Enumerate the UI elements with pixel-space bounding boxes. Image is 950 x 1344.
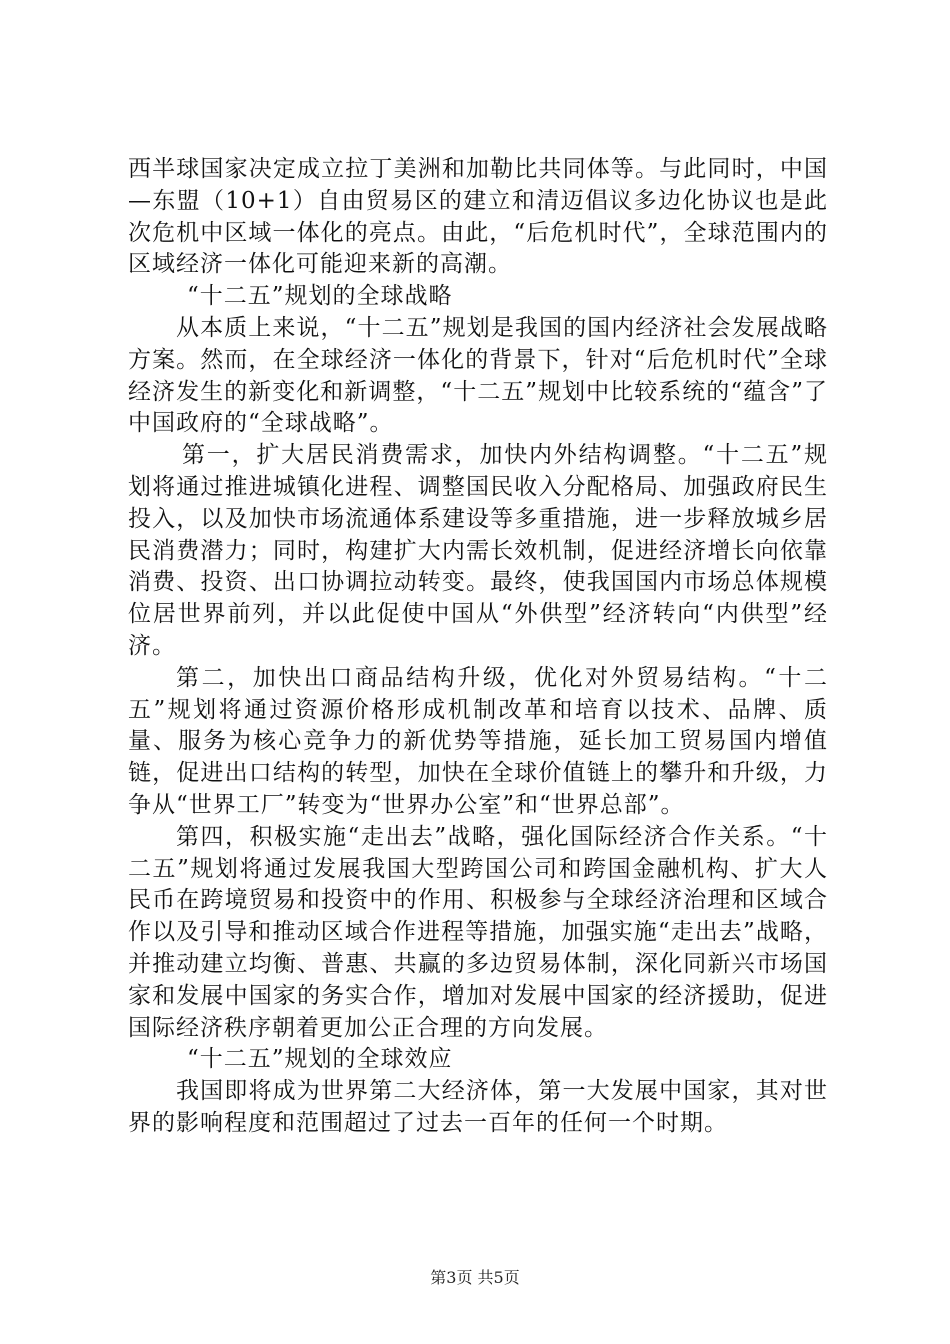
paragraph-essence: 从本质上来说，“十二五”规划是我国的国内经济社会发展战略方案。然而，在全球经济一体化的背景下，针对“后危机时代”全球经济发生的新变化和新调整，“十二五”规划中比较系统的“蕴含”了中国政府的“全球战略”。 [128,314,828,437]
paragraph-point-one: 第一，扩大居民消费需求，加快内外结构调整。“十二五”规划将通过推进城镇化进程、调整国民收入分配格局、加强政府民生投入，以及加快市场流通体系建设等多重措施，进一步释放城乡居民消费潜力；同时，构建扩大内需长效机制，促进经济增长向依靠消费、投资、出口协调拉动转变。最终，使我国国内市场总体规模位居世界前列，并以此促使中国从“外供型”经济转向“内供型”经济。 [128,442,828,659]
paragraph-point-two: 第二，加快出口商品结构升级，优化对外贸易结构。“十二五”规划将通过资源价格形成机制改革和培育以技术、品牌、质量、服务为核心竞争力的新优势等措施，延长加工贸易国内增值链，促进出口结构的转型，加快在全球价值链上的攀升和升级，力争从“世界工厂”转变为“世界办公室”和“世界总部”。 [128,664,828,818]
document-body [128,154,828,1140]
section-heading-global-effect: “十二五”规划的全球效应 [187,1046,453,1073]
paragraph-second-economy: 我国即将成为世界第二大经济体，第一大发展中国家，其对世界的影响程度和范围超过了过去一百年的任何一个时期。 [128,1078,828,1136]
paragraph-point-four: 第四，积极实施“走出去”战略，强化国际经济合作关系。“十二五”规划将通过发展我国大型跨国公司和跨国金融机构、扩大人民币在跨境贸易和投资中的作用、积极参与全球经济治理和区域合作以及引导和推动区域合作进程等措施，加强实施“走出去”战略，并推动建立均衡、普惠、共赢的多边贸易体制，深化同新兴市场国家和发展中国家的务实合作，增加对发展中国家的经济援助，促进国际经济秩序朝着更加公正合理的方向发展。 [128,823,828,1041]
section-heading-global-strategy: “十二五”规划的全球战略 [187,283,453,310]
paragraph-continued: 西半球国家决定成立拉丁美洲和加勒比共同体等。与此同时，中国—东盟（10+1）自由贸易区的建立和清迈倡议多边化协议也是此次危机中区域一体化的亮点。由此，“后危机时代”，全球范围内的区域经济一体化可能迎来新的高潮。 [128,156,828,278]
page-number-footer: 第3页 共5页 [430,1268,520,1287]
